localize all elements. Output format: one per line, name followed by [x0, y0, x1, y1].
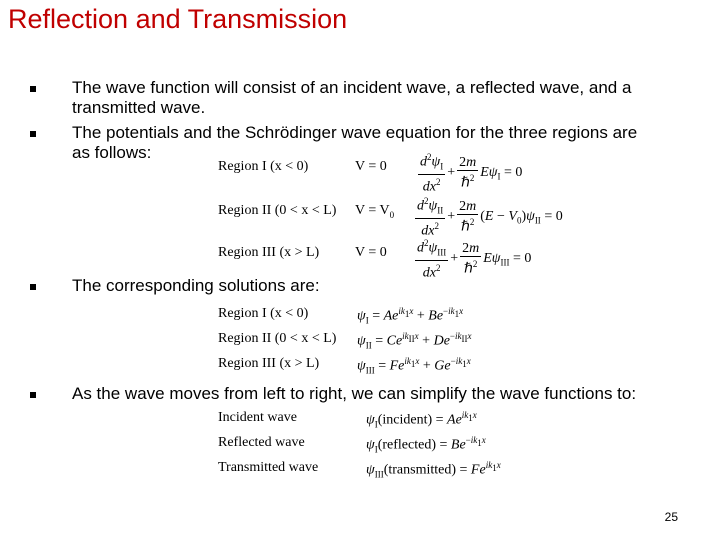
- bullet-marker: [30, 392, 36, 398]
- region-3-label: Region III (x > L): [218, 245, 320, 260]
- incident-wave-label: Incident wave: [218, 410, 297, 425]
- bullet-marker: [30, 86, 36, 92]
- solution-1: $\psi_I = Ae^{ik_1x} + Be^{-ik_1x}$: [357, 306, 464, 326]
- region-2-label: Region II (0 < x < L): [218, 203, 337, 218]
- bullet-marker: [30, 131, 36, 137]
- schrodinger-eq-2: $\frac{d^2\psi_{II}}{dx^2}$ + $\frac{2m}{\hbar^2}$ $(E - V_0)\psi_{II} = 0$: [417, 196, 563, 240]
- bullet-text: The potentials and the Schrödinger wave equation for the three regions are: [72, 123, 638, 142]
- schrodinger-eq-3: $\frac{d^2\psi_{III}}{dx^2}$ + $\frac{2m}{\hbar^2}$ $E\psi_{III} = 0$: [417, 238, 532, 282]
- incident-wave-eq: $\psi_I(incident) = Ae^{ik_1x}$: [366, 410, 477, 430]
- transmitted-wave-label: Transmitted wave: [218, 460, 319, 475]
- schrodinger-eq-1: $\frac{d^2\psi_I}{dx^2}$ + $\frac{2m}{\hbar^2}$ $E\psi_I = 0$: [420, 152, 523, 196]
- page-number: 25: [664, 510, 678, 524]
- bullet-text: As the wave moves from left to right, we can simplify the wave functions to:: [72, 384, 637, 403]
- bullet-text: transmitted wave.: [72, 98, 206, 117]
- potential-3: V = 0: [355, 245, 387, 260]
- reflected-wave-label: Reflected wave: [218, 435, 305, 450]
- solution-region-1-label: Region I (x < 0): [218, 306, 309, 321]
- solution-2: $\psi_{II} = Ce^{ik_{II}x} + De^{-ik_{II}x}$: [357, 331, 472, 351]
- transmitted-wave-eq: $\psi_{III}(transmitted) = Fe^{ik_1x}$: [366, 460, 501, 480]
- solution-3: $\psi_{III} = Fe^{ik_1x} + Ge^{-ik_1x}$: [357, 356, 471, 376]
- bullet-text: The corresponding solutions are:: [72, 276, 320, 295]
- slide-title: Reflection and Transmission: [8, 4, 348, 34]
- region-1-label: Region I (x < 0): [218, 159, 309, 174]
- bullet-text: The wave function will consist of an incident wave, a reflected wave, and a: [72, 78, 632, 97]
- reflected-wave-eq: $\psi_I(reflected) = Be^{-ik_1x}$: [366, 435, 486, 455]
- solution-region-2-label: Region II (0 < x < L): [218, 331, 337, 346]
- potential-1: V = 0: [355, 159, 387, 174]
- bullet-text: as follows:: [72, 143, 152, 162]
- bullet-marker: [30, 284, 36, 290]
- potential-2: $V = V_0$: [355, 203, 395, 220]
- solution-region-3-label: Region III (x > L): [218, 356, 320, 371]
